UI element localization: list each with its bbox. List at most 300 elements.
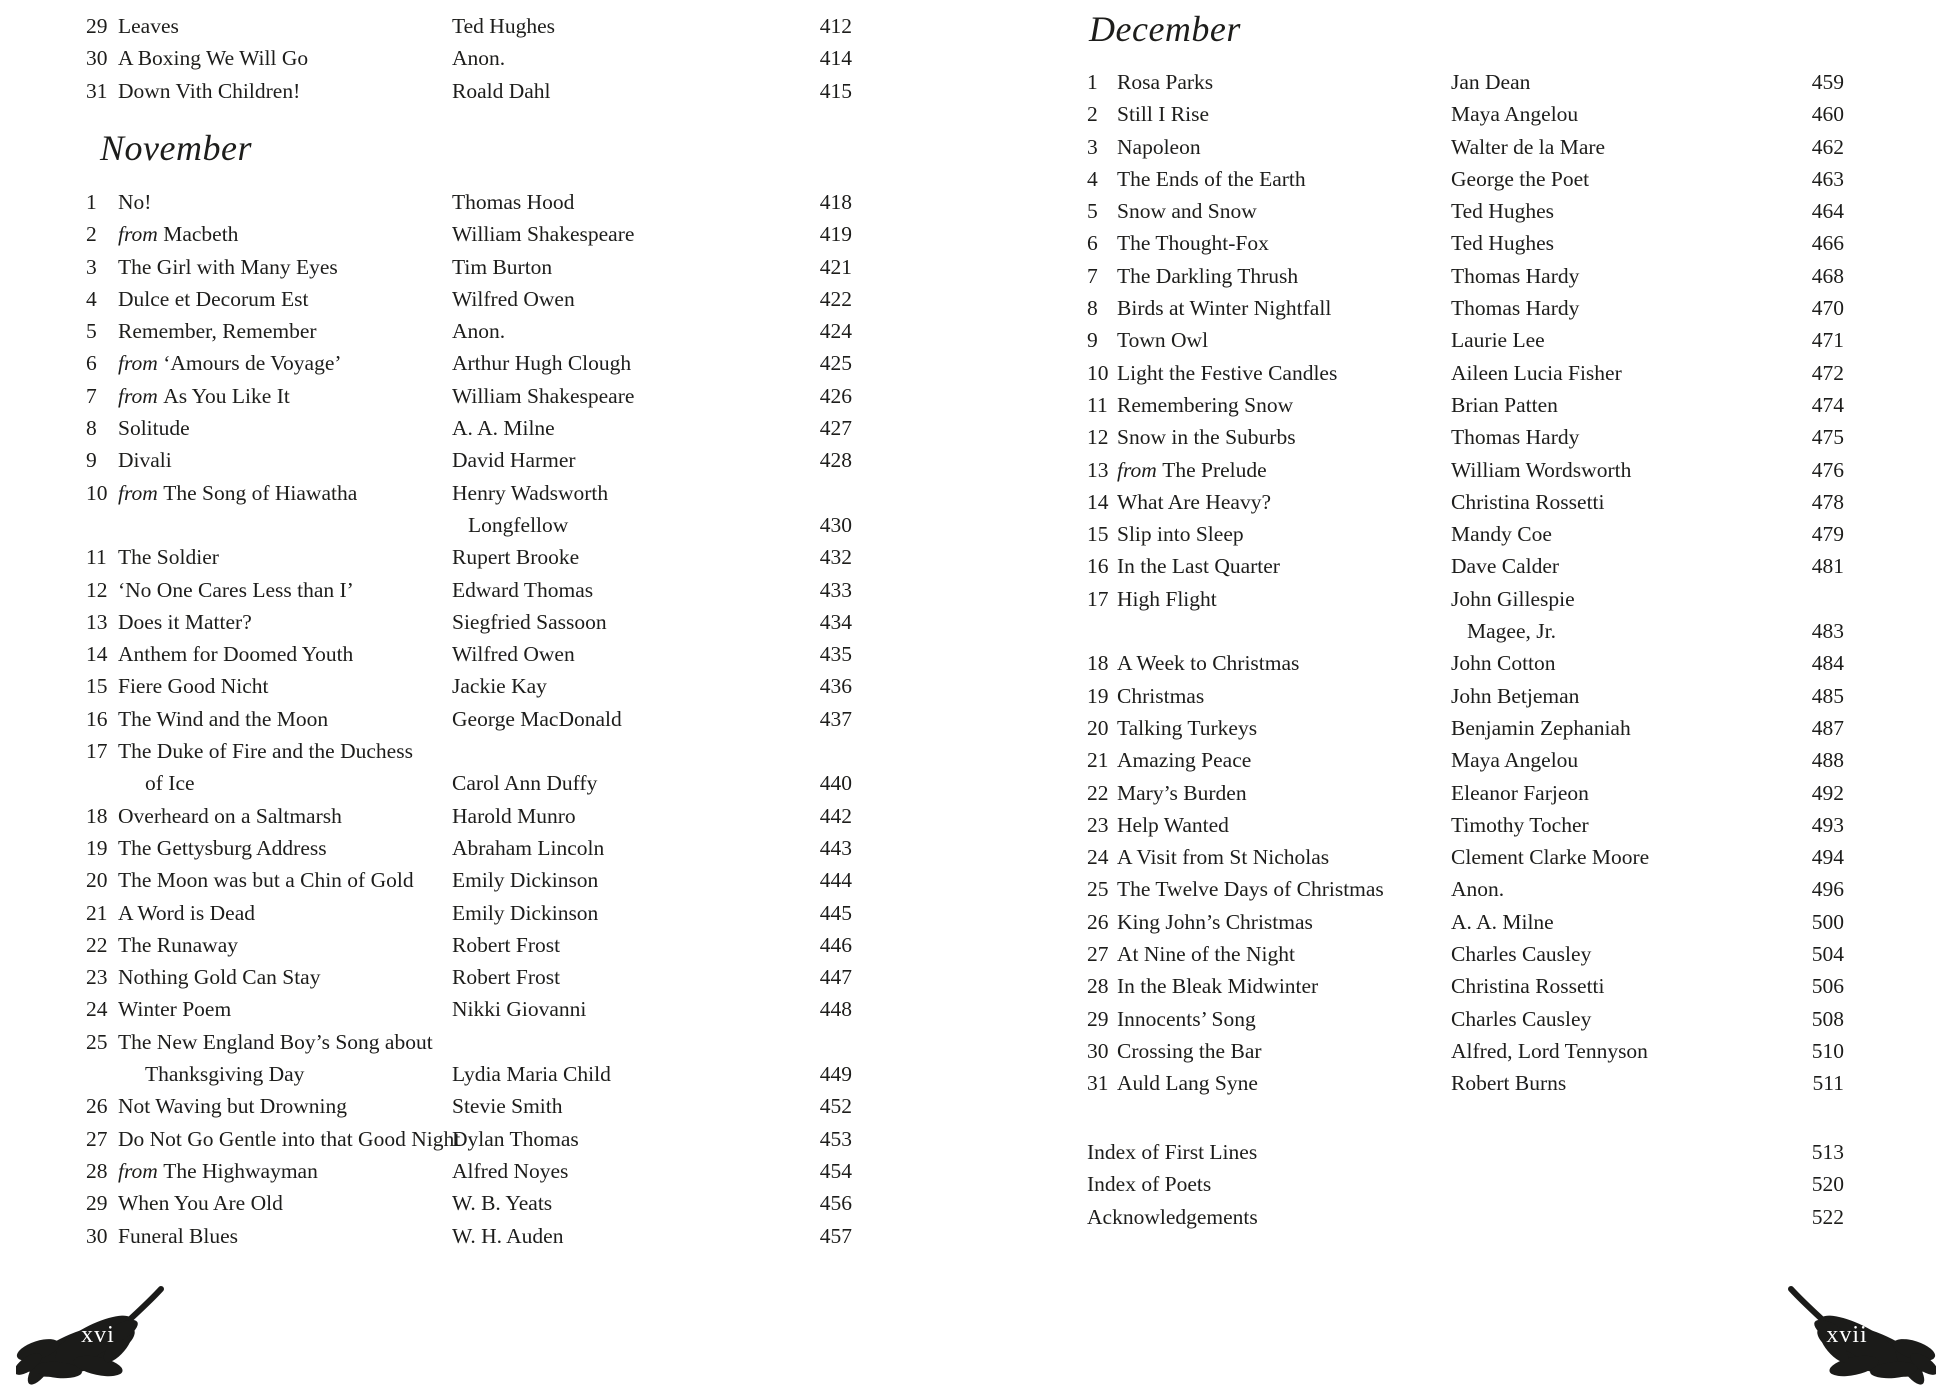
entry-author: Lydia Maria Child <box>452 1062 611 1087</box>
entry-author: W. H. Auden <box>452 1223 564 1248</box>
entry-number: 11 <box>1087 392 1108 417</box>
entry-author: A. A. Milne <box>452 416 555 441</box>
title-from-prefix: from <box>118 383 164 408</box>
entry-number: 4 <box>1087 166 1098 191</box>
entry-page: 419 <box>819 222 852 247</box>
entry-page: 511 <box>1812 1071 1844 1096</box>
entry-page: 500 <box>1811 909 1844 934</box>
entry-number: 31 <box>1087 1071 1109 1096</box>
entry-title: Napoleon <box>1117 134 1201 159</box>
entry-number: 25 <box>86 1029 108 1054</box>
entry-author: Nikki Giovanni <box>452 997 587 1022</box>
entry-author: Harold Munro <box>452 803 576 828</box>
entry-title: Overheard on a Saltmarsh <box>118 803 342 828</box>
entry-title: Not Waving but Drowning <box>118 1094 347 1119</box>
toc-entry-line <box>86 218 852 250</box>
entry-page: 449 <box>819 1062 852 1087</box>
entry-page: 475 <box>1811 425 1844 450</box>
entry-number: 14 <box>86 642 108 667</box>
entry-title: No! <box>118 190 152 214</box>
entry-page: 474 <box>1811 392 1844 417</box>
entry-title: Divali <box>118 448 172 473</box>
entry-author: Carol Ann Duffy <box>452 771 598 796</box>
toc-carryover-list <box>86 10 852 107</box>
entry-title: The Thought-Fox <box>1117 231 1269 256</box>
toc-entry-line <box>1087 906 1844 938</box>
entry-number: 30 <box>1087 1038 1109 1063</box>
entry-author: Thomas Hood <box>452 190 575 214</box>
entry-page <box>790 477 852 509</box>
entry-title: A Week to Christmas <box>1117 651 1300 676</box>
entry-title: Leaves <box>118 14 179 38</box>
entry-number: 22 <box>86 932 108 957</box>
month-heading-november: November <box>100 128 252 168</box>
entry-title: Do Not Go Gentle into that Good Night <box>118 1126 461 1151</box>
entry-number: 29 <box>86 14 108 38</box>
entry-author: Aileen Lucia Fisher <box>1451 360 1622 385</box>
entry-number: 26 <box>1087 909 1109 934</box>
toc-entry-line <box>86 897 852 929</box>
entry-author: Robert Frost <box>452 932 561 957</box>
entry-number: 17 <box>86 739 108 764</box>
entry-title: Innocents’ Song <box>1117 1006 1256 1031</box>
entry-author: Benjamin Zephaniah <box>1451 715 1631 740</box>
entry-author <box>452 1026 790 1058</box>
entry-number <box>1087 615 1117 647</box>
toc-entry-line <box>1087 389 1844 421</box>
entry-title: Christmas <box>1117 683 1205 708</box>
entry-author: Roald Dahl <box>452 78 551 103</box>
entry-page: 422 <box>819 286 852 311</box>
entry-title: In the Last Quarter <box>1117 554 1280 579</box>
toc-entry-line <box>86 670 852 702</box>
table-of-contents-november <box>86 186 852 1252</box>
entry-title: Remember, Remember <box>118 319 317 344</box>
entry-author: Robert Frost <box>452 965 561 990</box>
entry-author: Thomas Hardy <box>1451 425 1580 450</box>
entry-title: At Nine of the Night <box>1117 942 1295 967</box>
entry-author: Abraham Lincoln <box>452 835 605 860</box>
folio-number-right: xvii <box>1826 1322 1868 1348</box>
entry-author: David Harmer <box>452 448 576 473</box>
entry-page: 472 <box>1811 360 1844 385</box>
entry-number: 13 <box>86 609 108 634</box>
toc-entry-line <box>86 1123 852 1155</box>
entry-title: Still I Rise <box>1117 102 1209 127</box>
entry-author: Mandy Coe <box>1451 522 1552 547</box>
entry-number: 18 <box>86 803 108 828</box>
entry-page: 415 <box>819 78 852 103</box>
entry-page: 426 <box>819 383 852 408</box>
entry-number: 2 <box>1087 102 1098 127</box>
title-from-prefix: from <box>118 1158 164 1183</box>
entry-title: Down Vith Children! <box>118 78 301 103</box>
toc-entry-line <box>1087 421 1844 453</box>
toc-entry-line <box>1087 486 1844 518</box>
month-heading-december: December <box>1089 9 1241 49</box>
toc-entry-line <box>1087 454 1844 486</box>
entry-title: Town Owl <box>1117 328 1209 353</box>
entry-page: 484 <box>1811 651 1844 676</box>
entry-page: 428 <box>819 448 852 473</box>
entry-number: 28 <box>1087 974 1109 999</box>
entry-number: 19 <box>86 835 108 860</box>
entry-page: 447 <box>819 965 852 990</box>
toc-entry-line <box>86 574 852 606</box>
entry-title: Index of First Lines <box>1087 1140 1258 1164</box>
entry-author: Wilfred Owen <box>452 642 575 667</box>
toc-entry-line <box>1087 938 1844 970</box>
entry-author: Tim Burton <box>452 254 553 279</box>
entry-number: 6 <box>86 351 97 376</box>
entry-title: Winter Poem <box>118 997 232 1022</box>
entry-page: 488 <box>1811 748 1844 773</box>
entry-author: John Cotton <box>1451 651 1556 676</box>
entry-number: 4 <box>86 286 97 311</box>
toc-entry-line <box>1087 809 1844 841</box>
entry-page: 462 <box>1811 134 1844 159</box>
toc-entry-line <box>1087 712 1844 744</box>
entry-title: ‘No One Cares Less than I’ <box>118 577 354 602</box>
entry-page: 504 <box>1811 942 1844 967</box>
entry-number: 24 <box>86 997 108 1022</box>
entry-page: 434 <box>819 609 852 634</box>
entry-title: Rosa Parks <box>1117 70 1214 94</box>
toc-entry-line <box>1087 518 1844 550</box>
entry-page: 435 <box>819 642 852 667</box>
entry-page: 496 <box>1811 877 1844 902</box>
entry-number: 3 <box>86 254 97 279</box>
entry-title: Auld Lang Syne <box>1117 1071 1258 1096</box>
entry-page: 487 <box>1811 715 1844 740</box>
toc-entry-line <box>1087 195 1844 227</box>
entry-page: 432 <box>819 545 852 570</box>
entry-author: W. B. Yeats <box>452 1191 553 1216</box>
toc-entry-line <box>86 800 852 832</box>
entry-title: Birds at Winter Nightfall <box>1117 296 1332 321</box>
toc-entry-line <box>86 283 852 315</box>
entry-title: from The Song of Hiawatha <box>118 480 358 505</box>
entry-number: 20 <box>86 868 108 893</box>
entry-number: 11 <box>86 545 107 570</box>
backmatter-list <box>1087 1136 1844 1233</box>
toc-entry-line <box>1087 163 1844 195</box>
toc-entry-line <box>86 315 852 347</box>
entry-number: 22 <box>1087 780 1109 805</box>
entry-number: 8 <box>1087 296 1098 321</box>
toc-entry-line <box>1087 970 1844 1002</box>
toc-entry-line <box>1087 744 1844 776</box>
entry-number <box>86 1058 118 1090</box>
entry-number: 17 <box>1087 586 1109 611</box>
entry-number: 31 <box>86 78 108 103</box>
entry-number: 1 <box>1087 70 1098 94</box>
toc-entry-line <box>1087 873 1844 905</box>
toc-entry-line <box>86 767 852 799</box>
entry-number: 7 <box>86 383 97 408</box>
toc-entry-line <box>1087 292 1844 324</box>
toc-entry-line <box>1087 324 1844 356</box>
entry-page <box>790 735 852 767</box>
toc-entry-line <box>86 509 852 541</box>
entry-title: The Gettysburg Address <box>118 835 327 860</box>
entry-number: 5 <box>1087 199 1098 224</box>
toc-entry-line <box>1087 647 1844 679</box>
entry-page: 437 <box>819 706 852 731</box>
entry-number: 29 <box>86 1191 108 1216</box>
entry-title: A Visit from St Nicholas <box>1117 845 1330 870</box>
toc-entry-line <box>1087 680 1844 712</box>
entry-page: 454 <box>819 1158 852 1183</box>
entry-title: Solitude <box>118 416 190 441</box>
entry-number: 24 <box>1087 845 1109 870</box>
entry-number: 14 <box>1087 489 1109 514</box>
entry-title: Snow in the Suburbs <box>1117 425 1296 450</box>
entry-page: 522 <box>1811 1204 1844 1229</box>
entry-number: 9 <box>1087 328 1098 353</box>
title-from-prefix: from <box>118 480 164 505</box>
entry-title: What Are Heavy? <box>1117 489 1272 514</box>
toc-entry-line <box>86 42 852 74</box>
toc-entry-line <box>86 929 852 961</box>
toc-entry-line <box>1087 357 1844 389</box>
entry-author: Anon. <box>452 319 506 344</box>
entry-title: Crossing the Bar <box>1117 1038 1262 1063</box>
entry-title: Snow and Snow <box>1117 199 1257 224</box>
entry-number: 5 <box>86 319 97 344</box>
entry-number: 23 <box>86 965 108 990</box>
toc-entry-line <box>86 1026 852 1058</box>
entry-number: 10 <box>86 480 108 505</box>
entry-title: The Runaway <box>118 932 239 957</box>
entry-title: Talking Turkeys <box>1117 715 1258 740</box>
entry-author: Robert Burns <box>1451 1071 1567 1096</box>
toc-entry-line <box>1087 131 1844 163</box>
toc-entry-line <box>86 1058 852 1090</box>
entry-number: 29 <box>1087 1006 1109 1031</box>
entry-title: Thanksgiving Day <box>145 1062 305 1087</box>
entry-author: John Betjeman <box>1451 683 1580 708</box>
entry-author: Emily Dickinson <box>452 900 599 925</box>
entry-author: Christina Rossetti <box>1451 974 1605 999</box>
toc-entry-line <box>1087 1168 1844 1200</box>
entry-number: 1 <box>86 190 97 214</box>
entry-author: Eleanor Farjeon <box>1451 780 1589 805</box>
toc-entry-line <box>86 251 852 283</box>
entry-title: The Ends of the Earth <box>1117 166 1306 191</box>
entry-number: 28 <box>86 1158 108 1183</box>
entry-page: 445 <box>819 900 852 925</box>
entry-title: Dulce et Decorum Est <box>118 286 309 311</box>
toc-entry-line <box>1087 98 1844 130</box>
toc-entry-line <box>1087 615 1844 647</box>
entry-number: 9 <box>86 448 97 473</box>
entry-number: 10 <box>1087 360 1109 385</box>
entry-number: 26 <box>86 1094 108 1119</box>
entry-page: 436 <box>819 674 852 699</box>
toc-entry-line <box>1087 841 1844 873</box>
entry-number: 16 <box>86 706 108 731</box>
entry-page: 478 <box>1811 489 1844 514</box>
entry-page: 508 <box>1811 1006 1844 1031</box>
entry-title: Index of Poets <box>1087 1172 1212 1197</box>
entry-author: Christina Rossetti <box>1451 489 1605 514</box>
toc-entry-line <box>86 412 852 444</box>
toc-entry-line <box>86 993 852 1025</box>
entry-author: Walter de la Mare <box>1451 134 1606 159</box>
entry-author: Anon. <box>1451 877 1505 902</box>
entry-number: 8 <box>86 416 97 441</box>
toc-entry-line <box>1087 227 1844 259</box>
entry-page: 425 <box>819 351 852 376</box>
entry-number: 25 <box>1087 877 1109 902</box>
entry-title: Fiere Good Nicht <box>118 674 269 699</box>
entry-author: Clement Clarke Moore <box>1451 845 1650 870</box>
entry-title: Slip into Sleep <box>1117 522 1244 547</box>
entry-number <box>86 767 118 799</box>
entry-title: Does it Matter? <box>118 609 252 634</box>
entry-author: Emily Dickinson <box>452 868 599 893</box>
entry-author: William Shakespeare <box>452 222 635 247</box>
toc-entry-line <box>1087 583 1844 615</box>
entry-number: 27 <box>86 1126 108 1151</box>
entry-author: Jackie Kay <box>452 674 547 699</box>
entry-title: The Girl with Many Eyes <box>118 254 338 279</box>
entry-number: 6 <box>1087 231 1098 256</box>
entry-author: William Shakespeare <box>452 383 635 408</box>
entry-page: 463 <box>1811 166 1844 191</box>
entry-number: 21 <box>86 900 108 925</box>
entry-number: 18 <box>1087 651 1109 676</box>
entry-title: Remembering Snow <box>1117 392 1294 417</box>
entry-title: The Duke of Fire and the Duchess <box>118 739 413 764</box>
entry-title: The Darkling Thrush <box>1117 263 1299 288</box>
entry-page: 481 <box>1811 554 1844 579</box>
toc-entry-line <box>86 75 852 107</box>
entry-title: from ‘Amours de Voyage’ <box>118 351 342 376</box>
entry-page: 466 <box>1811 231 1844 256</box>
toc-entry-line <box>1087 1201 1844 1233</box>
entry-title: The Moon was but a Chin of Gold <box>118 868 414 893</box>
entry-page: 440 <box>819 771 852 796</box>
entry-author: Thomas Hardy <box>1451 263 1580 288</box>
title-from-prefix: from <box>118 222 164 247</box>
entry-page: 479 <box>1811 522 1844 547</box>
entry-page <box>790 1026 852 1058</box>
entry-number: 15 <box>1087 522 1109 547</box>
folio-number-left: xvi <box>81 1322 115 1348</box>
entry-number: 27 <box>1087 942 1109 967</box>
entry-page: 492 <box>1811 780 1844 805</box>
entry-page: 494 <box>1811 845 1844 870</box>
entry-page: 443 <box>819 835 852 860</box>
title-from-prefix: from <box>1117 457 1163 482</box>
toc-entry-line <box>86 186 852 218</box>
entry-author: Timothy Tocher <box>1451 812 1589 837</box>
entry-number: 21 <box>1087 748 1109 773</box>
entry-author: Jan Dean <box>1451 70 1531 94</box>
entry-page: 470 <box>1811 296 1844 321</box>
entry-author: George the Poet <box>1451 166 1590 191</box>
entry-author: Siegfried Sassoon <box>452 609 607 634</box>
toc-entry-line <box>86 380 852 412</box>
entry-title: Amazing Peace <box>1117 748 1252 773</box>
entry-title: High Flight <box>1117 586 1217 611</box>
entry-page: 427 <box>819 416 852 441</box>
entry-title: In the Bleak Midwinter <box>1117 974 1319 999</box>
toc-entry-line <box>86 735 852 767</box>
entry-title <box>118 509 452 541</box>
entry-author: Henry Wadsworth <box>452 480 609 505</box>
entry-author: George MacDonald <box>452 706 622 731</box>
entry-author: William Wordsworth <box>1451 457 1632 482</box>
entry-page: 476 <box>1811 457 1844 482</box>
toc-entry-line <box>86 347 852 379</box>
entry-title: from The Highwayman <box>118 1158 318 1183</box>
entry-title: When You Are Old <box>118 1191 283 1216</box>
entry-number: 12 <box>1087 425 1109 450</box>
entry-author: Longfellow <box>468 512 569 537</box>
toc-entry-line <box>86 477 852 509</box>
entry-title: The New England Boy’s Song about <box>118 1029 433 1054</box>
toc-entry-line <box>86 10 852 42</box>
entry-number: 30 <box>86 46 108 71</box>
entry-number: 23 <box>1087 812 1109 837</box>
entry-title: from As You Like It <box>118 383 290 408</box>
entry-author: Arthur Hugh Clough <box>452 351 632 376</box>
entry-author: Laurie Lee <box>1451 328 1545 353</box>
entry-author: Stevie Smith <box>452 1094 563 1119</box>
entry-title: The Wind and the Moon <box>118 706 329 731</box>
entry-number: 16 <box>1087 554 1109 579</box>
entry-author: Charles Causley <box>1451 942 1592 967</box>
entry-page: 483 <box>1811 619 1844 644</box>
toc-entry-line <box>86 541 852 573</box>
entry-page: 464 <box>1811 199 1844 224</box>
entry-author: Dylan Thomas <box>452 1126 579 1151</box>
entry-page: 468 <box>1811 263 1844 288</box>
entry-page: 513 <box>1811 1140 1844 1164</box>
entry-number: 15 <box>86 674 108 699</box>
toc-entry-line <box>1087 1003 1844 1035</box>
entry-title: The Soldier <box>118 545 219 570</box>
entry-author: John Gillespie <box>1451 586 1575 611</box>
entry-title: A Word is Dead <box>118 900 256 925</box>
entry-page: 456 <box>819 1191 852 1216</box>
toc-entry-line <box>86 638 852 670</box>
entry-author: Brian Patten <box>1451 392 1558 417</box>
entry-page: 460 <box>1811 102 1844 127</box>
entry-page: 471 <box>1811 328 1844 353</box>
toc-entry-line <box>86 1187 852 1219</box>
entry-page: 485 <box>1811 683 1844 708</box>
entry-page: 421 <box>819 254 852 279</box>
entry-author: Magee, Jr. <box>1467 619 1556 644</box>
entry-number: 20 <box>1087 715 1109 740</box>
entry-page: 510 <box>1811 1038 1844 1063</box>
entry-title: Light the Festive Candles <box>1117 360 1338 385</box>
entry-page: 452 <box>819 1094 852 1119</box>
entry-page: 448 <box>819 997 852 1022</box>
entry-title: Anthem for Doomed Youth <box>118 642 354 667</box>
entry-author <box>452 735 790 767</box>
entry-title: Nothing Gold Can Stay <box>118 965 321 990</box>
entry-title: from The Prelude <box>1117 457 1267 482</box>
entry-page: 412 <box>819 14 852 38</box>
toc-entry-line <box>86 1220 852 1252</box>
entry-author: Anon. <box>452 46 506 71</box>
entry-page: 430 <box>819 512 852 537</box>
